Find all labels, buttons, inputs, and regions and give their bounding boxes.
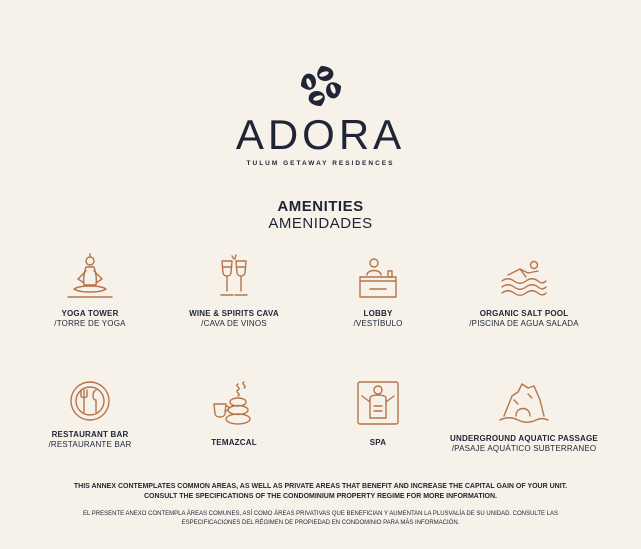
amenity-label-es: /TORRE DE YOGA [54,319,126,328]
wine-glasses-icon [208,253,260,303]
amenity-label-en: ORGANIC SALT POOL [479,309,569,318]
amenity-salt-pool [434,253,614,328]
amenity-label-en: YOGA TOWER [61,309,119,318]
amenity-label-en: UNDERGROUND AQUATIC PASSAGE [450,434,598,443]
amenity-label-es: /RESTAURANTE BAR [48,440,132,449]
amenity-label-es: /PISCINA DE AGUA SALADA [469,319,579,328]
amenity-label-es: /CAVA DE VINOS [201,319,267,328]
amenity-label-en: WINE & SPIRITS CAVA [189,309,279,318]
amenity-label-en: SPA [369,438,387,447]
brand-name: ADORA [235,111,406,158]
adora-knot-logo-icon [299,64,343,108]
amenity-label-es: /VESTÍBULO [353,319,403,328]
amenity-label-en: RESTAURANT BAR [51,430,129,439]
amenity-underground-passage [434,378,614,453]
plate-cutlery-icon [64,378,116,424]
section-title-es: AMENIDADES [268,215,373,232]
reception-desk-icon [352,253,404,303]
section-title-en: AMENITIES [277,198,364,215]
amenity-label-en: LOBBY [363,309,393,318]
disclaimer-es: EL PRESENTE ANEXO CONTEMPLA ÁREAS COMUNES, ASÍ COMO ÁREAS PRIVATIVAS QUE BENEFICIAN Y AUMENTAN LA PLUSVALÍA DE SU UNIDAD. CONSULTE LAS ESPECIFICACIONES DEL RÉGIMEN DE PROPIEDAD EN CONDOMINIO PARA MÁS INFORMACIÓN. [82,511,558,526]
spa-massage-icon [352,378,404,428]
cenote-rock-icon [498,378,550,428]
temazcal-stones-icon [208,378,260,428]
brand-tagline: TULUM GETAWAY RESIDENCES [246,160,395,167]
amenity-label-en: TEMAZCAL [211,438,257,447]
swimmer-icon [498,253,550,303]
amenity-label-es: /PASAJE AQUÁTICO SUBTERRANEO [451,444,597,453]
disclaimer-en: THIS ANNEX CONTEMPLATES COMMON AREAS, AS WELL AS PRIVATE AREAS THAT BENEFIT AND INCREASE THE CAPITAL GAIN OF YOUR UNIT. CONSULT THE SPECIFICATIONS OF THE CONDOMINIUM PROPERTY REGIME FOR MORE INFORMATION. [73,483,568,500]
yoga-icon [64,253,116,303]
